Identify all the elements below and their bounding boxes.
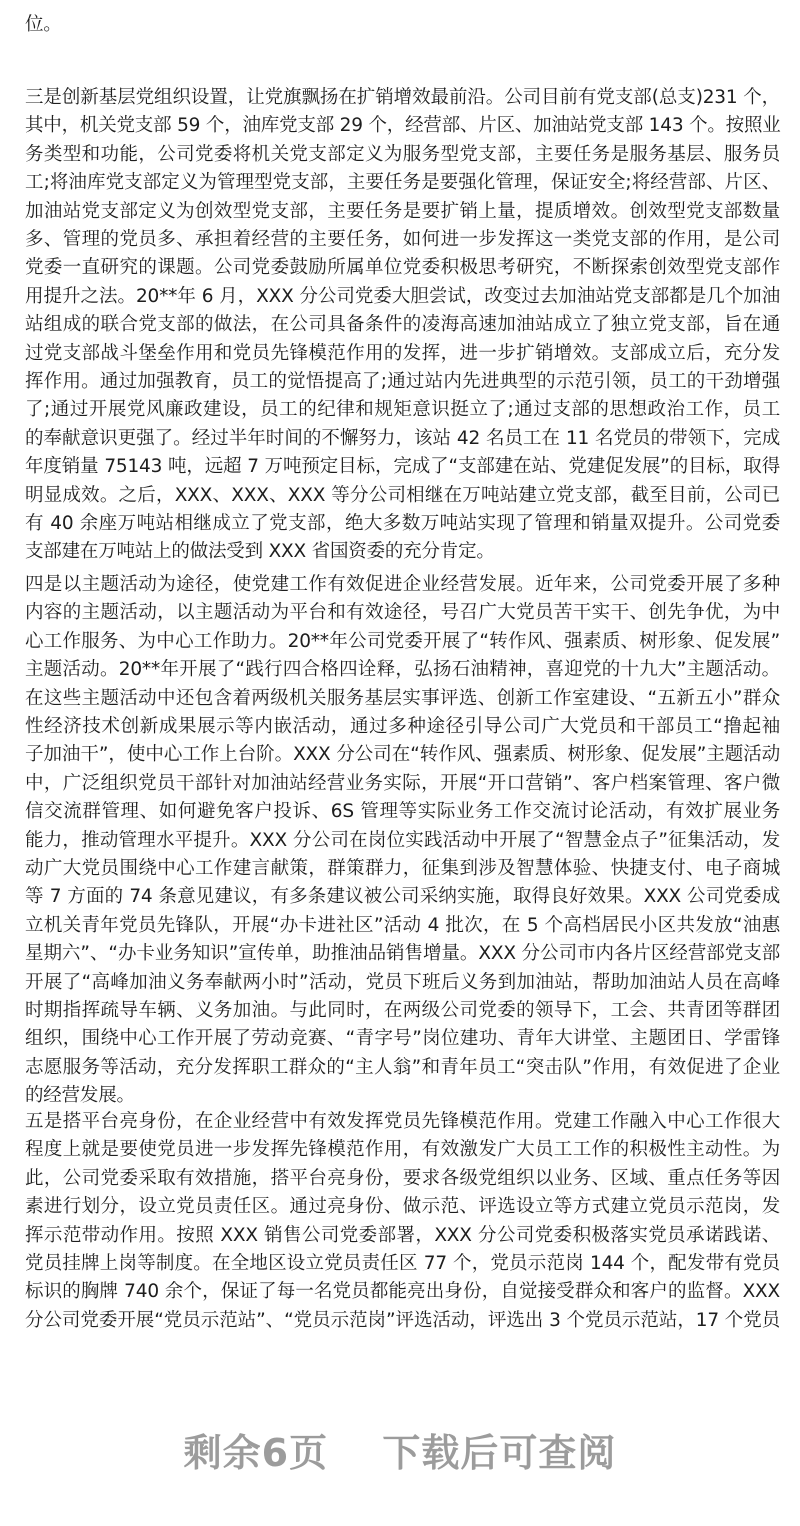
text-line: 位。 <box>25 14 62 35</box>
text-line: 的经营发展。 <box>25 1085 135 1107</box>
text-line: 心工作服务、为中心工作助力。20**年公司党委开展了“转作风、强素质、树形象、促发展” <box>25 630 780 652</box>
text-line: 信交流群管理、如何避免客户投诉、6S 管理等实际业务工作交流讨论活动，有效扩展业务 <box>25 801 780 823</box>
text-line: 年度销量 75143 吨，远超 7 万吨预定目标，完成了“支部建在站、党建促发展”的目标，取得 <box>25 456 780 478</box>
text-line: 有 40 余座万吨站相继成立了党支部，绝大多数万吨站实现了管理和销量双提升。公司党委 <box>25 513 780 534</box>
text-line: 性经济技术创新成果展示等内嵌活动，通过多种途径引导公司广大党员和干部员工“撸起袖 <box>25 716 780 737</box>
text-line: 过党支部战斗堡垒作用和党员先锋模范作用的发挥，进一步扩销增效。支部成立后，充分发 <box>25 342 780 364</box>
text-line: 三是创新基层党组织设置，让党旗飘扬在扩销增效最前沿。公司目前有党支部(总支)231 个， <box>25 87 780 108</box>
text-line: 其中，机关党支部 59 个，油库党支部 29 个，经营部、片区、加油站党支部 143 个。按照业 <box>25 115 781 137</box>
text-line: 党委一直研究的课题。公司党委鼓励所属单位党委积极思考研究，不断探索创效型党支部作 <box>25 257 780 279</box>
text-line: 工;将油库党支部定义为管理型党支部，主要任务是要强化管理，保证安全;将经营部、片区、 <box>25 172 780 194</box>
text-line: 中，广泛组织党员干部针对加油站经营业务实际，开展“开口营销”、客户档案管理、客户微 <box>25 772 780 794</box>
text-line: 党员挂牌上岗等制度。在全地区设立党员责任区 77 个，党员示范岗 144 个，配发带有党员 <box>25 1253 780 1274</box>
text-line: 加油站党支部定义为创效型党支部，主要任务是要扩销上量，提质增效。创效型党支部数量 <box>25 200 780 222</box>
text-line: 挥作用。通过加强教育，员工的觉悟提高了;通过站内先进典型的示范引领，员工的干劲增强 <box>25 371 780 392</box>
text-line: 志愿服务等活动，充分发挥职工群众的“主人翁”和青年员工“突击队”作用，有效促进了企业 <box>25 1056 780 1078</box>
download-to-view-label[interactable]: 下载后可查阅 <box>382 1431 617 1475</box>
text-line: 主题活动。20**年开展了“践行四合格四诠释，弘扬石油精神，喜迎党的十九大”主题活动。 <box>25 659 780 681</box>
text-line: 在这些主题活动中还包含着两级机关服务基层实事评选、创新工作室建设、“五新五小”群众 <box>25 687 780 709</box>
remaining-pages-label: 剩余6页 <box>183 1431 329 1475</box>
text-line: 五是搭平台亮身份，在企业经营中有效发挥党员先锋模范作用。党建工作融入中心工作很大 <box>25 1111 780 1132</box>
text-line: 站组成的联合党支部的做法，在公司具备条件的凌海高速加油站成立了独立党支部，旨在通 <box>25 314 780 336</box>
text-line: 能力，推动管理水平提升。XXX 分公司在岗位实践活动中开展了“智慧金点子”征集活动，发 <box>25 829 780 851</box>
text-line: 多、管理的党员多、承担着经营的主要任务，如何进一步发挥这一类党支部的作用，是公司 <box>25 229 780 250</box>
text-line: 时期指挥疏导车辆、义务加油。与此同时，在两级公司党委的领导下，工会、共青团等群团 <box>25 1000 780 1021</box>
text-line: 等 7 方面的 74 条意见建议，有多条建议被公司采纳实施，取得良好效果。XXX 公司党委成 <box>25 886 780 908</box>
text-line: 子加油干”，使中心工作上台阶。XXX 分公司在“转作风、强素质、树形象、促发展”主题活动 <box>25 744 780 766</box>
text-line: 星期六”、“办卡业务知识”宣传单，助推油品销售增量。XXX 分公司市内各片区经营部党支部 <box>25 943 780 965</box>
text-line: 程度上就是要使党员进一步发挥先锋模范作用，有效激发广大员工工作的积极性主动性。为 <box>25 1139 780 1161</box>
text-line: 开展了“高峰加油义务奉献两小时”活动，党员下班后义务到加油站，帮助加油站人员在高峰 <box>25 971 780 993</box>
text-line: 用提升之法。20**年 6 月，XXX 分公司党委大胆尝试，改变过去加油站党支部都是几个加油 <box>25 285 780 307</box>
text-line: 素进行划分，设立党员责任区。通过亮身份、做示范、评选设立等方式建立党员示范岗，发 <box>25 1196 780 1218</box>
text-line: 内容的主题活动，以主题活动为平台和有效途径，号召广大党员苦干实干、创先争优，为中 <box>25 602 780 624</box>
text-line: 明显成效。之后，XXX、XXX、XXX 等分公司相继在万吨站建立党支部，截至目前，公司已 <box>25 484 780 506</box>
text-line: 的奉献意识更强了。经过半年时间的不懈努力，该站 42 名员工在 11 名党员的带领下，完成 <box>25 427 780 449</box>
text-line: 了;通过开展党风廉政建设，员工的纪律和规矩意识挺立了;通过支部的思想政治工作，员工 <box>25 399 780 421</box>
text-line: 标识的胸牌 740 余个，保证了每一名党员都能亮出身份，自觉接受群众和客户的监督。XXX <box>25 1281 780 1303</box>
text-line: 立机关青年党员先锋队，开展“办卡进社区”活动 4 批次，在 5 个高档居民小区共发放“油惠 <box>25 914 780 936</box>
remaining-pages-banner[interactable] <box>0 1422 800 1477</box>
text-line: 务类型和功能，公司党委将机关党支部定义为服务型党支部，主要任务是服务基层、服务员 <box>25 143 780 165</box>
text-line: 动广大党员围绕中心工作建言献策，群策群力，征集到涉及智慧体验、快捷支付、电子商城 <box>25 858 780 879</box>
text-line: 组织，围绕中心工作开展了劳动竞赛、“青字号”岗位建功、青年大讲堂、主题团日、学雷锋 <box>25 1028 780 1050</box>
text-line: 支部建在万吨站上的做法受到 XXX 省国资委的充分肯定。 <box>25 541 495 563</box>
text-line: 挥示范带动作用。按照 XXX 销售公司党委部署，XXX 分公司党委积极落实党员承诺践诺、 <box>25 1224 780 1246</box>
text-line: 四是以主题活动为途径，使党建工作有效促进企业经营发展。近年来，公司党委开展了多种 <box>25 574 780 595</box>
text-line: 分公司党委开展“党员示范站”、“党员示范岗”评选活动，评选出 3 个党员示范站，17 个党员 <box>25 1309 780 1331</box>
text-line: 此，公司党委采取有效措施，搭平台亮身份，要求各级党组织以业务、区域、重点任务等因 <box>25 1167 780 1189</box>
